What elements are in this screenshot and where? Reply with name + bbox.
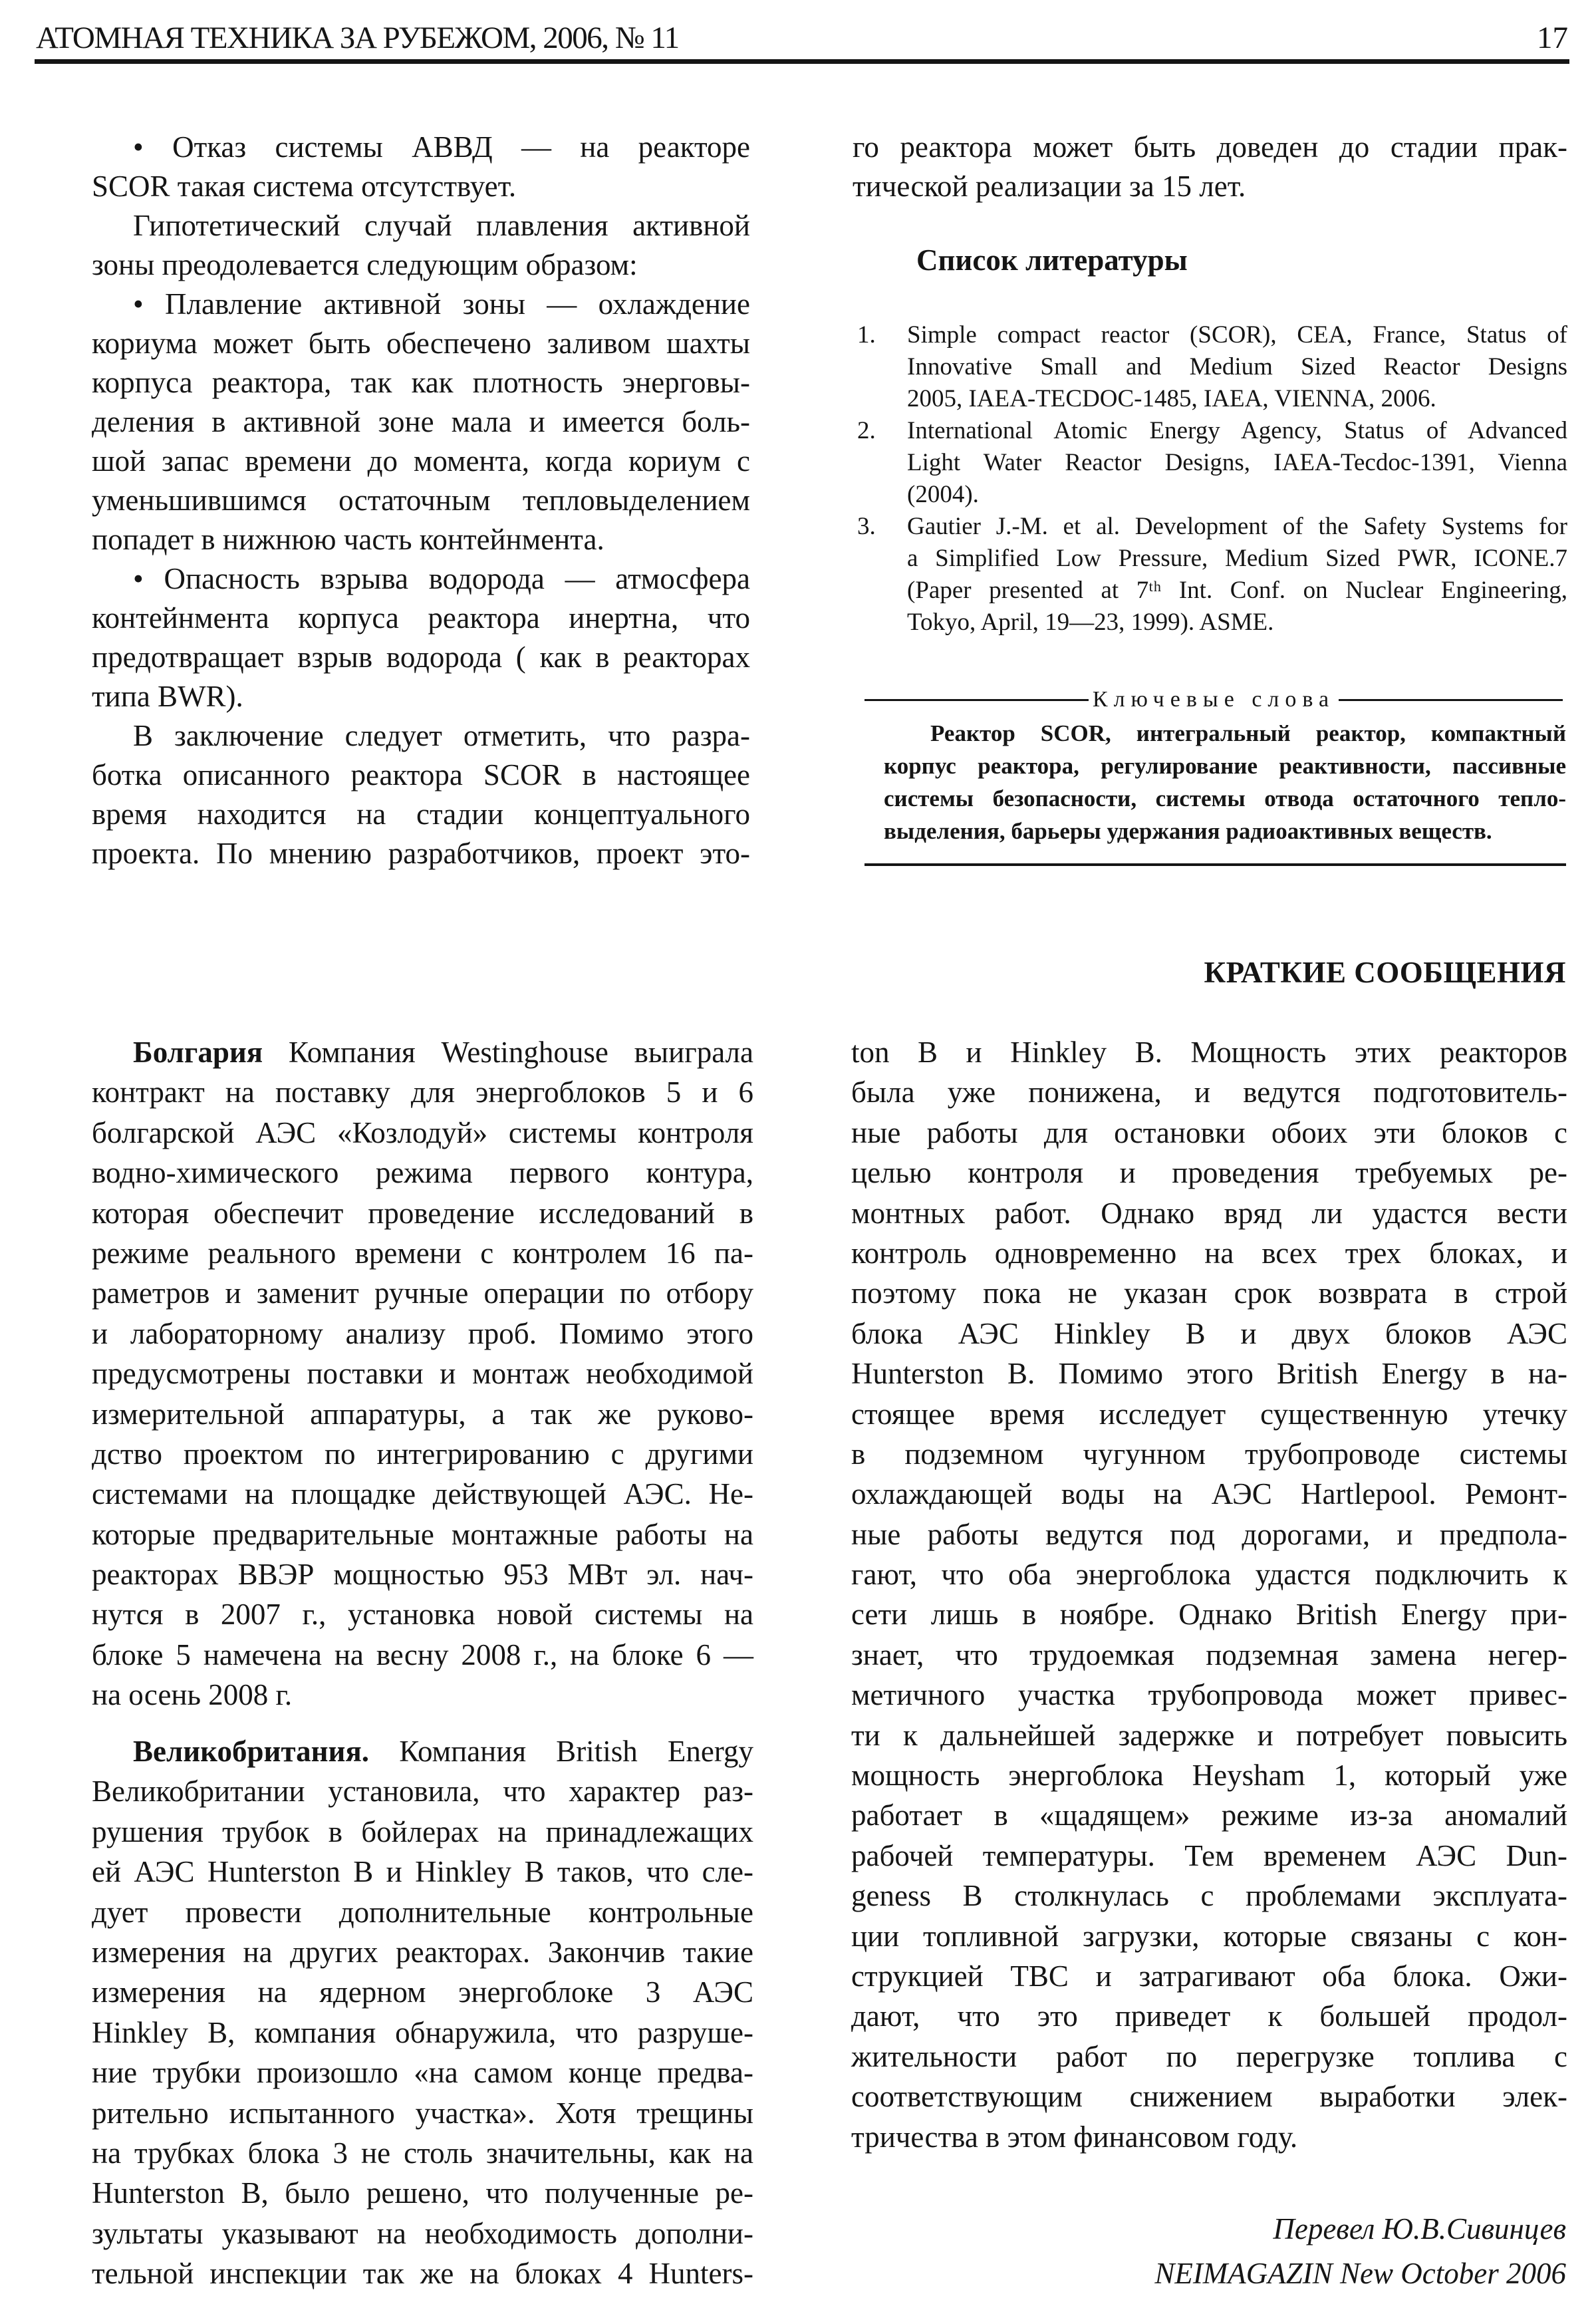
text-line-content: предотвращает взрыв водорода ( как в реакторах bbox=[92, 641, 750, 674]
text-line bbox=[851, 1594, 1567, 1634]
text-line-content: измерительной аппаратуры, а так же руково- bbox=[92, 1397, 753, 1431]
reference-text bbox=[907, 511, 1567, 639]
page-number: 17 bbox=[1537, 21, 1568, 55]
text-line bbox=[92, 2253, 753, 2293]
text-line bbox=[92, 1072, 753, 1112]
text-line-content: • Опасность взрыва водорода — атмосфера bbox=[133, 562, 750, 595]
text-line bbox=[92, 245, 750, 285]
text-line: Innovative Small and Medium Sized Reactor Designs bbox=[907, 353, 1567, 380]
text-line-content: SCOR такая система отсутствует. bbox=[92, 170, 517, 203]
text-line bbox=[92, 1731, 753, 1771]
text-line: (Paper presented at 7ᵗʰ Int. Conf. on Nuclear Engineering, bbox=[907, 577, 1567, 604]
text-line-content: соответствующим снижением выработки элек- bbox=[851, 2080, 1567, 2114]
text-line-content: Hunterston B, было решено, что полученные ре- bbox=[92, 2176, 753, 2210]
text-line-content: шой запас времени до момента, когда кориум с bbox=[92, 444, 750, 478]
text-line-content: выделения, барьеры удержания радиоактивных веществ. bbox=[884, 818, 1492, 844]
text-line-content: струкцией ТВС и затрагивают оба блока. Ожи- bbox=[851, 1959, 1567, 1993]
text-line bbox=[851, 1193, 1567, 1233]
text-line bbox=[92, 716, 750, 756]
text-line-content: корпус реактора, регулирование реактивности, пассивные bbox=[884, 753, 1566, 779]
text-line bbox=[884, 717, 1566, 750]
reference-number: 2. bbox=[857, 417, 876, 444]
text-line bbox=[92, 167, 750, 206]
text-line-content: работает в «щадящем» режиме из-за аномалий bbox=[851, 1799, 1567, 1832]
text-line-content: ные работы для остановки обоих эти блоков с bbox=[851, 1115, 1567, 1149]
news-country-lead: Великобритания. bbox=[133, 1735, 370, 1768]
text-line bbox=[851, 1795, 1567, 1835]
text-line-content: время находится на стадии концептуального bbox=[92, 797, 750, 831]
text-line bbox=[851, 1273, 1567, 1313]
text-line-content: гают, что оба энергоблока удастся подключить к bbox=[851, 1558, 1567, 1592]
text-line-content: Гипотетический случай плавления активной bbox=[133, 209, 750, 242]
text-line bbox=[853, 167, 1567, 206]
text-line bbox=[851, 1515, 1567, 1554]
text-line-content: на осень 2008 г. bbox=[92, 1678, 293, 1712]
text-line-content: В заключение следует отметить, что разра- bbox=[133, 719, 750, 752]
text-line bbox=[92, 1594, 753, 1634]
text-line-content: блока АЭС Hinkley B и двух блоков АЭС bbox=[851, 1316, 1567, 1350]
news-uk-part2 bbox=[851, 1032, 1567, 2157]
text-line bbox=[92, 677, 750, 716]
text-line-content: Реактор SCOR, интегральный реактор, компактный bbox=[930, 720, 1566, 746]
text-line bbox=[92, 128, 750, 167]
text-line-content: монтных работ. Однако вряд ли удастся вести bbox=[851, 1196, 1567, 1230]
text-line bbox=[92, 324, 750, 363]
text-line bbox=[92, 1273, 753, 1313]
keywords-text bbox=[884, 717, 1566, 847]
text-line-content: Hinkley B, компания обнаружила, что разруше- bbox=[92, 2015, 753, 2049]
text-line-content: geness B столкнулась с проблемами эксплуата- bbox=[851, 1879, 1567, 1913]
text-line-content: ции топливной загрузки, которые связаны с кон- bbox=[851, 1919, 1567, 1953]
text-line: Light Water Reactor Designs, IAEA-Tecdoc-1391, Vienna bbox=[907, 449, 1567, 476]
text-line bbox=[851, 1394, 1567, 1434]
text-line-content: ные работы ведутся под дорогами, и предпола- bbox=[851, 1517, 1567, 1551]
text-line-content: тической реализации за 15 лет. bbox=[853, 170, 1246, 203]
text-line-content: типа BWR). bbox=[92, 680, 243, 713]
text-line bbox=[92, 363, 750, 402]
text-line-content: сети лишь в ноябре. Однако British Energy при- bbox=[851, 1598, 1567, 1632]
text-line-content: ботка описанного реактора SCOR в настоящее bbox=[92, 758, 750, 792]
text-line-content: рительно испытанного участка». Хотя трещины bbox=[92, 2096, 753, 2130]
text-line bbox=[851, 2077, 1567, 2116]
text-line bbox=[851, 1916, 1567, 1956]
references-list bbox=[857, 319, 1567, 639]
text-line bbox=[851, 1153, 1567, 1193]
section-title: КРАТКИЕ СООБЩЕНИЯ bbox=[1204, 956, 1566, 989]
news-bulgaria bbox=[92, 1032, 753, 1715]
text-line bbox=[92, 402, 750, 442]
text-line-content: ton B и Hinkley B. Мощность этих реакторов bbox=[851, 1036, 1567, 1069]
references-heading: Список литературы bbox=[916, 243, 1188, 277]
text-line: Simple compact reactor (SCOR), CEA, France, Status of bbox=[907, 321, 1567, 349]
text-line-content: которые предварительные монтажные работы на bbox=[92, 1517, 753, 1551]
text-line bbox=[851, 1314, 1567, 1354]
text-line: Tokyo, April, 19—23, 1999). ASME. bbox=[907, 609, 1274, 636]
text-line-content: попадет в нижнюю часть контейнмента. bbox=[92, 523, 604, 556]
text-line bbox=[851, 1032, 1567, 1072]
text-line-content: • Плавление активной зоны — охлаждение bbox=[133, 287, 750, 321]
text-line bbox=[92, 1474, 753, 1514]
text-line bbox=[92, 1892, 753, 1932]
reference-text bbox=[907, 319, 1567, 415]
text-line bbox=[92, 795, 750, 834]
text-line bbox=[884, 782, 1566, 815]
text-line bbox=[851, 1434, 1567, 1474]
keywords-rule-right bbox=[1339, 699, 1563, 701]
reference-item bbox=[857, 511, 1567, 639]
text-line-content: измерения на ядерном энергоблоке 3 АЭС bbox=[92, 1975, 753, 2009]
text-line bbox=[92, 2093, 753, 2133]
text-line bbox=[92, 1515, 753, 1554]
text-line bbox=[92, 1354, 753, 1393]
source-credit: NEIMAGAZIN New October 2006 bbox=[1154, 2257, 1566, 2290]
text-line-content: стоящее время исследует существенную утечку bbox=[851, 1397, 1567, 1431]
text-line-content: мощность энергоблока Heysham 1, который уже bbox=[851, 1759, 1567, 1793]
text-line-content: жительности работ по перегрузке топлива с bbox=[851, 2039, 1567, 2073]
text-line bbox=[92, 756, 750, 795]
text-line-content: болгарской АЭС «Козлодуй» системы контроля bbox=[92, 1115, 753, 1149]
text-line-content: которая обеспечит проведение исследований в bbox=[92, 1196, 753, 1230]
text-line-content: Компания Westinghouse выиграла bbox=[263, 1036, 753, 1069]
text-line bbox=[851, 1996, 1567, 2036]
text-line bbox=[851, 1675, 1567, 1715]
text-line bbox=[92, 1771, 753, 1811]
text-line bbox=[851, 2117, 1567, 2157]
news-country-lead: Болгария bbox=[133, 1036, 263, 1069]
text-line bbox=[92, 1972, 753, 2012]
text-line-content: контракт на поставку для энергоблоков 5 и 6 bbox=[92, 1076, 753, 1109]
text-line-content: системы безопасности, системы отвода остаточного тепло- bbox=[884, 786, 1566, 811]
text-line bbox=[92, 1113, 753, 1153]
text-line-content: кориума может быть обеспечено заливом шахты bbox=[92, 327, 750, 360]
reference-number: 1. bbox=[857, 321, 876, 349]
text-line-content: тричества в этом финансовом году. bbox=[851, 2120, 1298, 2154]
text-line bbox=[92, 206, 750, 245]
text-line bbox=[851, 1113, 1567, 1153]
text-line bbox=[851, 1354, 1567, 1393]
text-line-content: Компания British Energy bbox=[369, 1735, 753, 1768]
text-line bbox=[92, 1635, 753, 1675]
text-line-content: го реактора может быть доведен до стадии прак- bbox=[853, 130, 1567, 164]
translator-credit: Перевел Ю.В.Сивинцев bbox=[1273, 2212, 1566, 2245]
text-line bbox=[92, 285, 750, 324]
text-line bbox=[851, 1072, 1567, 1112]
text-line bbox=[92, 1394, 753, 1434]
text-line-content: предусмотрены поставки и монтаж необходимой bbox=[92, 1357, 753, 1391]
text-line-content: Hunterston B. Помимо этого British Energy в на- bbox=[851, 1357, 1567, 1391]
text-line: (2004). bbox=[907, 481, 979, 508]
text-line-content: дует провести дополнительные контрольные bbox=[92, 1895, 753, 1929]
article-right-column bbox=[853, 128, 1567, 206]
text-line-content: корпуса реактора, так как плотность энерговы- bbox=[92, 366, 750, 399]
text-line bbox=[92, 442, 750, 481]
text-line-content: в подземном чугунном трубопроводе системы bbox=[851, 1437, 1567, 1471]
text-line bbox=[851, 1715, 1567, 1755]
text-line-content: на трубках блока 3 не столь значительны, как на bbox=[92, 2136, 753, 2170]
text-line bbox=[851, 1233, 1567, 1273]
text-line-content: уменьшившимся остаточным тепловыделением bbox=[92, 484, 750, 517]
text-line: International Atomic Energy Agency, Status of Advanced bbox=[907, 417, 1567, 444]
text-line-content: охлаждающей воды на АЭС Hartlepool. Ремонт- bbox=[851, 1477, 1567, 1511]
text-line bbox=[92, 481, 750, 520]
text-line bbox=[92, 1932, 753, 1972]
text-line bbox=[92, 2133, 753, 2173]
text-line-content: была уже понижена, и ведутся подготовитель- bbox=[851, 1076, 1567, 1109]
text-line-content: контейнмента корпуса реактора инертна, что bbox=[92, 601, 750, 635]
text-line-content: раметров и заменит ручные операции по отбору bbox=[92, 1276, 753, 1310]
journal-running-header: АТОМНАЯ ТЕХНИКА ЗА РУБЕЖОМ, 2006, № 11 bbox=[36, 21, 679, 55]
text-line bbox=[92, 559, 750, 599]
text-line bbox=[92, 1554, 753, 1594]
keywords-rule-left bbox=[864, 699, 1089, 701]
text-line-content: целью контроля и проведения требуемых ре- bbox=[851, 1156, 1567, 1190]
text-line-content: блоке 5 намечена на весну 2008 г., на блоке 6 — bbox=[92, 1638, 753, 1671]
text-line-content: дство проектом по интегрированию с другими bbox=[92, 1437, 753, 1471]
text-line bbox=[92, 2214, 753, 2253]
text-line bbox=[851, 1956, 1567, 1996]
text-line bbox=[851, 1755, 1567, 1795]
text-line bbox=[92, 2013, 753, 2053]
keywords-bottom-rule bbox=[864, 863, 1566, 866]
text-line-content: Великобритании установила, что характер раз- bbox=[92, 1775, 753, 1808]
text-line bbox=[92, 834, 750, 873]
text-line-content: проекта. По мнению разработчиков, проект это- bbox=[92, 837, 750, 870]
text-line-content: ей АЭС Hunterston B и Hinkley B таков, что сле- bbox=[92, 1855, 753, 1889]
header-rule bbox=[35, 59, 1569, 64]
text-line-content: ние трубки произошло «на самом конце предва- bbox=[92, 2056, 753, 2090]
text-line-content: и лабораторному анализу проб. Помимо этого bbox=[92, 1316, 753, 1350]
text-line bbox=[851, 1554, 1567, 1594]
text-line: a Simplified Low Pressure, Medium Sized PWR, ICONE.7 bbox=[907, 545, 1567, 572]
text-line-content: тельной инспекции так же на блоках 4 Hunters- bbox=[92, 2257, 753, 2291]
text-line-content: зоны преодолевается следующим образом: bbox=[92, 248, 638, 281]
text-line-content: режиме реального времени с контролем 16 па- bbox=[92, 1236, 753, 1270]
text-line-content: рабочей температуры. Тем временем АЭС Dun- bbox=[851, 1838, 1567, 1872]
text-line bbox=[853, 128, 1567, 167]
text-line bbox=[92, 599, 750, 638]
text-line-content: • Отказ системы АВВД — на реакторе bbox=[133, 130, 750, 164]
text-line: 2005, IAEA-TECDOC-1485, IAEA, VIENNA, 2006. bbox=[907, 385, 1436, 412]
text-line-content: системами на площадке действующей АЭС. Не- bbox=[92, 1477, 753, 1511]
text-line bbox=[92, 638, 750, 677]
text-line bbox=[851, 1474, 1567, 1514]
text-line-content: водно-химического режима первого контура, bbox=[92, 1156, 753, 1190]
keywords-label: Ключевые слова bbox=[1092, 687, 1335, 712]
text-line bbox=[92, 1812, 753, 1852]
text-line bbox=[92, 1675, 753, 1715]
article-left-column bbox=[92, 128, 750, 873]
text-line bbox=[92, 1434, 753, 1474]
text-line-content: знает, что трудоемкая подземная замена негер- bbox=[851, 1638, 1567, 1671]
text-line bbox=[92, 1153, 753, 1193]
text-line-content: контроль одновременно на всех трех блоках, и bbox=[851, 1236, 1567, 1270]
text-line bbox=[851, 1635, 1567, 1675]
text-line-content: рушения трубок в бойлерах на принадлежащих bbox=[92, 1814, 753, 1848]
text-line bbox=[92, 520, 750, 559]
reference-text bbox=[907, 415, 1567, 511]
keywords-header bbox=[864, 687, 1563, 712]
text-line bbox=[92, 1032, 753, 1072]
text-line bbox=[884, 815, 1566, 847]
text-line-content: реакторах ВВЭР мощностью 953 МВт эл. нач- bbox=[92, 1558, 753, 1592]
text-line bbox=[92, 1852, 753, 1892]
text-line bbox=[884, 750, 1566, 782]
reference-number: 3. bbox=[857, 513, 876, 540]
text-line-content: дают, что это приведет к большей продол- bbox=[851, 1999, 1567, 2033]
text-line bbox=[851, 1876, 1567, 1916]
text-line bbox=[92, 1314, 753, 1354]
text-line-content: зультаты указывают на необходимость дополни- bbox=[92, 2216, 753, 2250]
text-line-content: поэтому пока не указан срок возврата в строй bbox=[851, 1276, 1567, 1310]
text-line-content: измерения на других реакторах. Закончив такие bbox=[92, 1935, 753, 1969]
text-line bbox=[851, 2037, 1567, 2077]
reference-item bbox=[857, 415, 1567, 511]
text-line: Gautier J.-M. et al. Development of the Safety Systems for bbox=[907, 513, 1567, 540]
reference-item bbox=[857, 319, 1567, 415]
news-uk-part1 bbox=[92, 1731, 753, 2293]
text-line bbox=[92, 2173, 753, 2213]
text-line bbox=[92, 1233, 753, 1273]
text-line-content: деления в активной зоне мала и имеется боль- bbox=[92, 405, 750, 438]
text-line-content: метичного участка трубопровода может привес- bbox=[851, 1678, 1567, 1712]
text-line-content: ти к дальнейшей задержке и потребует повысить bbox=[851, 1718, 1567, 1752]
text-line bbox=[92, 2053, 753, 2093]
text-line-content: нутся в 2007 г., установка новой системы на bbox=[92, 1598, 753, 1632]
text-line bbox=[92, 1193, 753, 1233]
text-line bbox=[851, 1836, 1567, 1876]
